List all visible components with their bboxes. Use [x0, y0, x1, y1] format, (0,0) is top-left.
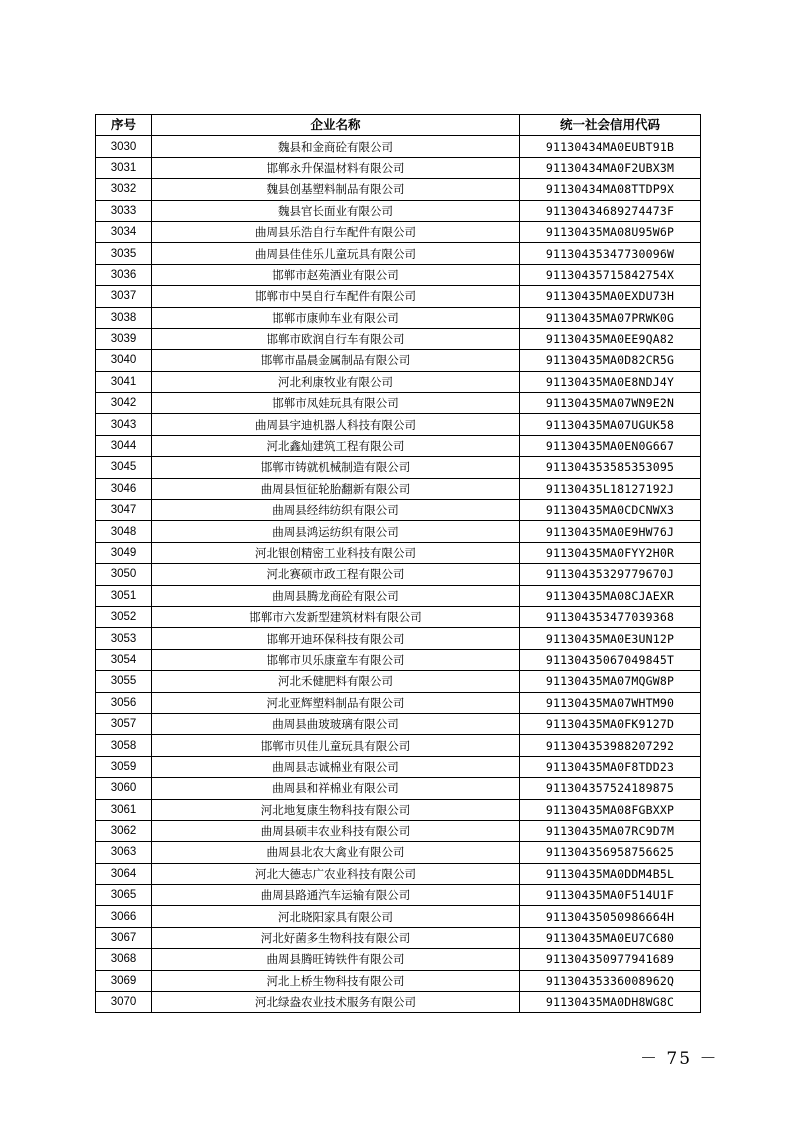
serial-number-cell: 3052 — [96, 606, 152, 627]
table-row — [96, 264, 701, 285]
company-name-cell: 河北禾健肥料有限公司 — [152, 671, 520, 692]
serial-number-cell: 3049 — [96, 542, 152, 563]
table-row — [96, 906, 701, 927]
company-name-cell: 河北上桥生物科技有限公司 — [152, 970, 520, 991]
serial-number-cell: 3051 — [96, 585, 152, 606]
company-name-cell: 邯郸市凤娃玩具有限公司 — [152, 393, 520, 414]
table-row — [96, 371, 701, 392]
credit-code-cell: 91130434MA0EUBT91B — [520, 136, 701, 157]
serial-number-cell: 3037 — [96, 286, 152, 307]
table-row — [96, 585, 701, 606]
serial-number-cell: 3057 — [96, 713, 152, 734]
serial-number-cell: 3058 — [96, 735, 152, 756]
company-name-cell: 邯郸市贝佳儿童玩具有限公司 — [152, 735, 520, 756]
company-name-cell: 魏县创基塑料制品有限公司 — [152, 179, 520, 200]
company-name-cell: 邯郸市康帅车业有限公司 — [152, 307, 520, 328]
serial-number-cell: 3041 — [96, 371, 152, 392]
serial-number-cell: 3066 — [96, 906, 152, 927]
company-name-cell: 河北地复康生物科技有限公司 — [152, 799, 520, 820]
serial-number-cell: 3054 — [96, 649, 152, 670]
company-name-cell: 曲周县腾龙商砼有限公司 — [152, 585, 520, 606]
table-row — [96, 885, 701, 906]
table-body — [96, 136, 701, 1013]
serial-number-cell: 3068 — [96, 949, 152, 970]
credit-code-cell: 911304357158427​54X — [520, 264, 701, 285]
credit-code-cell: 911304353477039368 — [520, 606, 701, 627]
company-name-cell: 邯郸市六发新型建筑材料有限公司 — [152, 606, 520, 627]
serial-number-cell: 3059 — [96, 756, 152, 777]
serial-number-cell: 3042 — [96, 393, 152, 414]
company-name-cell: 河北大德志广农业科技有限公司 — [152, 863, 520, 884]
serial-number-cell: 3064 — [96, 863, 152, 884]
company-name-cell: 曲周县北农大禽业有限公司 — [152, 842, 520, 863]
serial-number-cell: 3031 — [96, 157, 152, 178]
credit-code-cell: 91130435MA07WHTM90 — [520, 692, 701, 713]
company-name-cell: 河北鑫灿建筑工程有限公司 — [152, 435, 520, 456]
company-name-cell: 曲周县鸿运纺织有限公司 — [152, 521, 520, 542]
table-row — [96, 863, 701, 884]
table-row — [96, 414, 701, 435]
serial-number-cell: 3070 — [96, 992, 152, 1013]
company-name-cell: 河北晓阳家具有限公司 — [152, 906, 520, 927]
company-name-cell: 曲周县和祥棉业有限公司 — [152, 778, 520, 799]
company-name-cell: 河北绿盎农业技术服务有限公司 — [152, 992, 520, 1013]
serial-number-cell: 3038 — [96, 307, 152, 328]
company-name-cell: 邯郸开迪环保科技有限公司 — [152, 628, 520, 649]
serial-number-cell: 3040 — [96, 350, 152, 371]
table-row — [96, 542, 701, 563]
serial-number-cell: 3056 — [96, 692, 152, 713]
credit-code-cell: 911304353585353095 — [520, 457, 701, 478]
table-row — [96, 328, 701, 349]
company-name-cell: 曲周县曲玻玻璃有限公司 — [152, 713, 520, 734]
credit-code-cell: 91130435067049845T — [520, 649, 701, 670]
credit-code-cell: 91130435MA07MQGW8P — [520, 671, 701, 692]
serial-number-cell: 3065 — [96, 885, 152, 906]
company-name-cell: 曲周县硕丰农业科技有限公司 — [152, 820, 520, 841]
table-row — [96, 221, 701, 242]
serial-number-cell: 3030 — [96, 136, 152, 157]
table-row — [96, 649, 701, 670]
credit-code-cell: 91130435050986664H — [520, 906, 701, 927]
serial-number-cell: 3053 — [96, 628, 152, 649]
serial-number-cell: 3063 — [96, 842, 152, 863]
table-row — [96, 478, 701, 499]
table-row — [96, 927, 701, 948]
table-row — [96, 628, 701, 649]
company-name-cell: 邯郸市铸就机械制造有限公司 — [152, 457, 520, 478]
serial-number-cell: 3034 — [96, 221, 152, 242]
table-row — [96, 179, 701, 200]
serial-number-cell: 3033 — [96, 200, 152, 221]
credit-code-cell: 91130435MA0EXDU73H — [520, 286, 701, 307]
company-name-cell: 曲周县路通汽车运输有限公司 — [152, 885, 520, 906]
company-name-cell: 邯郸市中昊自行车配件有限公司 — [152, 286, 520, 307]
credit-code-cell: 91130435MA0DDM4B5L — [520, 863, 701, 884]
table-row — [96, 992, 701, 1013]
serial-number-cell: 3039 — [96, 328, 152, 349]
credit-code-cell: 91130435MA0E9HW76J — [520, 521, 701, 542]
serial-number-cell: 3044 — [96, 435, 152, 456]
table-row — [96, 243, 701, 264]
table-row — [96, 200, 701, 221]
company-name-cell: 魏县官长面业有限公司 — [152, 200, 520, 221]
company-name-cell: 邯郸永升保温材料有限公司 — [152, 157, 520, 178]
table-row — [96, 393, 701, 414]
serial-number-cell: 3055 — [96, 671, 152, 692]
table-row — [96, 521, 701, 542]
table-row — [96, 778, 701, 799]
company-name-cell: 邯郸市贝乐康童车有限公司 — [152, 649, 520, 670]
serial-number-cell: 3061 — [96, 799, 152, 820]
enterprise-credit-code-table — [95, 114, 701, 1013]
company-name-cell: 河北赛硕市政工程有限公司 — [152, 564, 520, 585]
table-row — [96, 842, 701, 863]
credit-code-cell: 911304353988207292 — [520, 735, 701, 756]
company-name-cell: 曲周县经纬纺织有限公司 — [152, 500, 520, 521]
credit-code-cell: 911304356958756625 — [520, 842, 701, 863]
serial-number-cell: 3032 — [96, 179, 152, 200]
table-row — [96, 799, 701, 820]
company-name-cell: 曲周县宇迪机器人科技有限公司 — [152, 414, 520, 435]
table-row — [96, 692, 701, 713]
table-row — [96, 949, 701, 970]
serial-number-cell: 3045 — [96, 457, 152, 478]
serial-number-cell: 3035 — [96, 243, 152, 264]
company-name-cell: 邯郸市晶晨金属制品有限公司 — [152, 350, 520, 371]
table-header-row — [96, 115, 701, 136]
credit-code-cell: 91130435MA0CDCNWX3 — [520, 500, 701, 521]
table-row — [96, 307, 701, 328]
credit-code-cell: 91130435MA07UGUK58 — [520, 414, 701, 435]
table-row — [96, 671, 701, 692]
table-row — [96, 457, 701, 478]
table-row — [96, 500, 701, 521]
company-name-cell: 曲周县乐浩自行车配件有限公司 — [152, 221, 520, 242]
credit-code-cell: 91130434MA0F2UBX3M — [520, 157, 701, 178]
company-name-cell: 曲周县腾旺铸铁件有限公司 — [152, 949, 520, 970]
table-row — [96, 756, 701, 777]
table-row — [96, 136, 701, 157]
company-name-cell: 曲周县佳佳乐儿童玩具有限公司 — [152, 243, 520, 264]
credit-code-cell: 91130435MA0DH8WG8C — [520, 992, 701, 1013]
credit-code-cell: 91130435MA0FYY2H0R — [520, 542, 701, 563]
credit-code-cell: 91130435MA07PRWK0G — [520, 307, 701, 328]
credit-code-cell: 91130435MA0FK9127D — [520, 713, 701, 734]
credit-code-cell: 91130435MA0E8NDJ4Y — [520, 371, 701, 392]
credit-code-cell: 91130435MA08FGBXXP — [520, 799, 701, 820]
credit-code-cell: 91130435329779670J — [520, 564, 701, 585]
serial-number-cell: 3048 — [96, 521, 152, 542]
table-row — [96, 606, 701, 627]
credit-code-cell: 91130435752418987​5 — [520, 778, 701, 799]
credit-code-cell: 911304350977941689 — [520, 949, 701, 970]
company-name-cell: 河北好菌多生物科技有限公司 — [152, 927, 520, 948]
serial-number-cell: 3062 — [96, 820, 152, 841]
table-row — [96, 735, 701, 756]
credit-code-cell: 91130434MA08TTDP9X — [520, 179, 701, 200]
serial-number-cell: 3043 — [96, 414, 152, 435]
table-row — [96, 820, 701, 841]
credit-code-cell: 91130435MA08CJAEXR — [520, 585, 701, 606]
table-row — [96, 713, 701, 734]
credit-code-cell: 91130435MA08U95W6P — [520, 221, 701, 242]
company-name-cell: 曲周县恒征轮胎翻新有限公司 — [152, 478, 520, 499]
serial-number-cell: 3036 — [96, 264, 152, 285]
header-company-name: 企业名称 — [152, 115, 520, 136]
serial-number-cell: 3046 — [96, 478, 152, 499]
table-row — [96, 970, 701, 991]
table-row — [96, 435, 701, 456]
header-credit-code: 统一社会信用代码 — [520, 115, 701, 136]
company-name-cell: 邯郸市欧润自行车有限公司 — [152, 328, 520, 349]
table-row — [96, 564, 701, 585]
credit-code-cell: 91130435336008962Q — [520, 970, 701, 991]
credit-code-cell: 91130435MA0EN0G667 — [520, 435, 701, 456]
serial-number-cell: 3069 — [96, 970, 152, 991]
credit-code-cell: 91130435MA0F514U1F — [520, 885, 701, 906]
credit-code-cell: 91130435MA0EU7C680 — [520, 927, 701, 948]
table-row — [96, 157, 701, 178]
credit-code-cell: 91130435MA0D82CR5G — [520, 350, 701, 371]
table-row — [96, 286, 701, 307]
credit-code-cell: 91130435L18127192J — [520, 478, 701, 499]
credit-code-cell: 91130435347730096W — [520, 243, 701, 264]
credit-code-cell: 91130435MA07WN9E2N — [520, 393, 701, 414]
company-name-cell: 河北利康牧业有限公司 — [152, 371, 520, 392]
company-name-cell: 河北亚辉塑料制品有限公司 — [152, 692, 520, 713]
serial-number-cell: 3047 — [96, 500, 152, 521]
serial-number-cell: 3067 — [96, 927, 152, 948]
company-name-cell: 河北银创精密工业科技有限公司 — [152, 542, 520, 563]
credit-code-cell: 91130435MA0EE9QA82 — [520, 328, 701, 349]
credit-code-cell: 911304346892744​73F — [520, 200, 701, 221]
serial-number-cell: 3050 — [96, 564, 152, 585]
header-serial-number: 序号 — [96, 115, 152, 136]
credit-code-cell: 91130435MA0F8TDD23 — [520, 756, 701, 777]
page-number: － 75 － — [640, 1049, 719, 1069]
company-name-cell: 魏县和金商砼有限公司 — [152, 136, 520, 157]
credit-code-cell: 91130435MA0E3UN12P — [520, 628, 701, 649]
table-row — [96, 350, 701, 371]
company-name-cell: 曲周县志诚棉业有限公司 — [152, 756, 520, 777]
serial-number-cell: 3060 — [96, 778, 152, 799]
company-name-cell: 邯郸市赵苑酒业有限公司 — [152, 264, 520, 285]
credit-code-cell: 91130435MA07RC9D7M — [520, 820, 701, 841]
